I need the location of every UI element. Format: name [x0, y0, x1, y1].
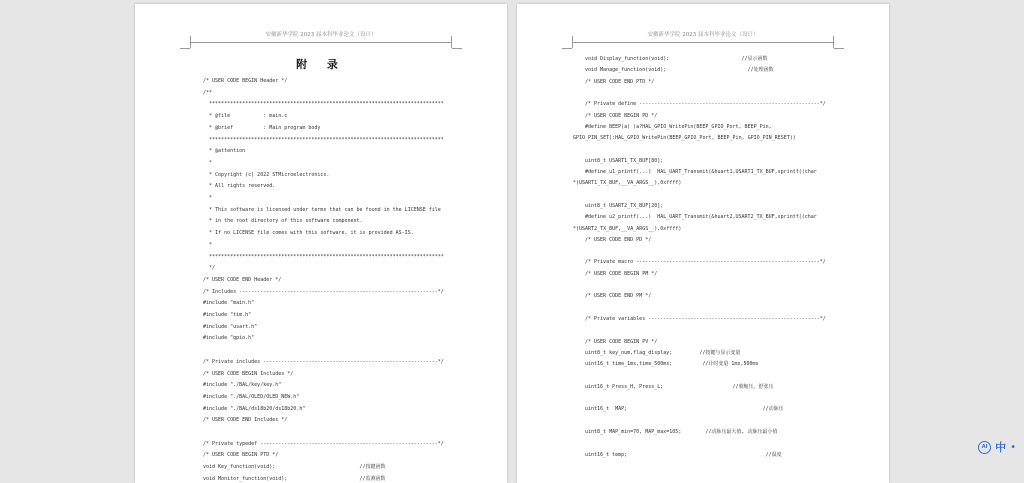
code-line: /* Private macro -------------------------------------------------------------*/: [585, 259, 826, 266]
code-line: #include "tim.h": [203, 312, 252, 318]
code-line: /* USER CODE BEGIN PTD */: [203, 452, 279, 459]
appendix-title: 附 录: [296, 58, 346, 71]
code-line: /* Private includes ----------------------------------------------------------*/: [203, 358, 444, 365]
code-line: #include "usart.h": [203, 323, 258, 330]
more-dots-icon[interactable]: •: [1010, 441, 1016, 453]
code-line: /* USER CODE END PTD */: [585, 78, 655, 85]
code-line: void Display_function(void); //显示函数: [585, 56, 768, 62]
code-line: /* Private define ------------------------------------------------------------*/: [585, 101, 826, 108]
side-toolbar[interactable]: [978, 438, 1016, 456]
code-line: /* Includes ------------------------------------------------------------------*/: [203, 288, 444, 295]
code-line: /* USER CODE END PD */: [585, 236, 652, 243]
code-line: void Key_function(void); //按键函数: [203, 464, 386, 471]
code-line: *)USART1_TX_BUF,__VA_ARGS__),0xffff): [573, 180, 682, 187]
code-line: * Copyright (c) 2022 STMicroelectronics.: [203, 171, 330, 178]
code-line: /* USER CODE END Header */: [203, 276, 282, 283]
code-line: * @attention: [203, 148, 246, 155]
code-line: /* Private variables ---------------------------------------------------------*/: [585, 315, 826, 322]
code-line: uint8_t USART2_TX_BUF[20];: [585, 202, 664, 209]
code-line: /* USER CODE BEGIN Header */: [203, 78, 288, 84]
code-line: /* USER CODE BEGIN PM */: [585, 270, 658, 277]
code-line: GPIO_PIN_SET):HAL_GPIO_WritePin(BEEP_GPIO_Port, BEEP_Pin, GPIO_PIN_RESET)): [573, 135, 796, 142]
code-listing: [517, 4, 889, 483]
code-line: uint16_t MAP; //动脉压: [585, 406, 784, 413]
code-line: uint16_t time_1ms,time_500ms; //计时变量 1ms,500ms: [585, 361, 759, 368]
code-line: uint16_t Press_H, Press_L; //收缩压、舒张压: [585, 383, 774, 390]
code-line: void Monitor_function(void); //监测函数: [203, 475, 386, 482]
code-line: #include "./BAL/OLED/OLED_NEW.h": [203, 393, 300, 400]
code-line: /* USER CODE END Includes */: [203, 417, 288, 424]
code-line: /* USER CODE BEGIN PV */: [585, 338, 658, 345]
document-page-1: [135, 4, 507, 483]
code-line: * This software is licensed under terms that can be found in the LICENSE file: [203, 206, 441, 213]
code-line: uint8_t USART1_TX_BUF[80];: [585, 157, 664, 164]
code-line: uint8_t key_num,flag_display; //按键与显示变量: [585, 349, 741, 356]
code-line: */: [203, 265, 216, 272]
code-line: void Manage_function(void); //处理函数: [585, 67, 774, 74]
language-toggle[interactable]: 中: [995, 441, 1007, 454]
code-line: #define BEEP(a) (a?HAL_GPIO_WritePin(BEEP_GPIO_Port, BEEP_Pin,: [585, 123, 772, 130]
assistant-icon[interactable]: AI: [978, 441, 991, 454]
code-line: *: [203, 159, 213, 166]
code-line: * in the root directory of this software component.: [203, 218, 363, 225]
code-listing: [135, 4, 507, 483]
code-line: ******************************************************************************: [203, 101, 444, 108]
code-line: ******************************************************************************: [203, 136, 444, 143]
code-line: #define u2_printf(...) HAL_UART_Transmit(&huart2,USART2_TX_BUF,sprintf((char: [585, 214, 817, 221]
code-line: *: [203, 241, 213, 248]
code-line: ******************************************************************************: [203, 253, 444, 260]
code-line: *: [203, 195, 213, 201]
code-line: #include "main.h": [203, 300, 255, 307]
code-line: * @brief : Main program body: [203, 124, 321, 131]
code-line: * If no LICENSE file comes with this software, it is provided AS-IS.: [203, 230, 414, 237]
code-line: uint16_t temp; //温度: [585, 451, 782, 458]
code-line: /* Private typedef -----------------------------------------------------------*/: [203, 440, 444, 447]
code-line: #include "./BAL/key/key.h": [203, 382, 282, 389]
code-line: #define u1_printf(...) HAL_UART_Transmit(&huart1,USART1_TX_BUF,sprintf((char: [585, 169, 817, 175]
code-line: /* USER CODE BEGIN Includes */: [203, 370, 294, 377]
code-line: #include "gpio.h": [203, 335, 255, 342]
code-line: * @file : main.c: [203, 113, 288, 120]
code-line: uint8_t MAP_min=70, MAP_max=105; //动脉压最大值, 动脉压最小值: [585, 428, 778, 435]
document-page-2: [517, 4, 889, 483]
page-header: 安徽新华学院 2023 届本科毕业论文（设计）: [647, 32, 759, 38]
code-line: /**: [203, 89, 213, 96]
code-line: * All rights reserved.: [203, 183, 276, 190]
code-line: *)USART2_TX_BUF,__VA_ARGS__),0xffff): [573, 225, 682, 232]
page-header: 安徽新华学院 2023 届本科毕业论文（设计）: [265, 32, 377, 38]
code-line: /* USER CODE END PM */: [585, 293, 652, 300]
code-line: #include "./BAL/ds18b20/ds18b20.h": [203, 405, 306, 412]
code-line: /* USER CODE BEGIN PD */: [585, 112, 658, 119]
